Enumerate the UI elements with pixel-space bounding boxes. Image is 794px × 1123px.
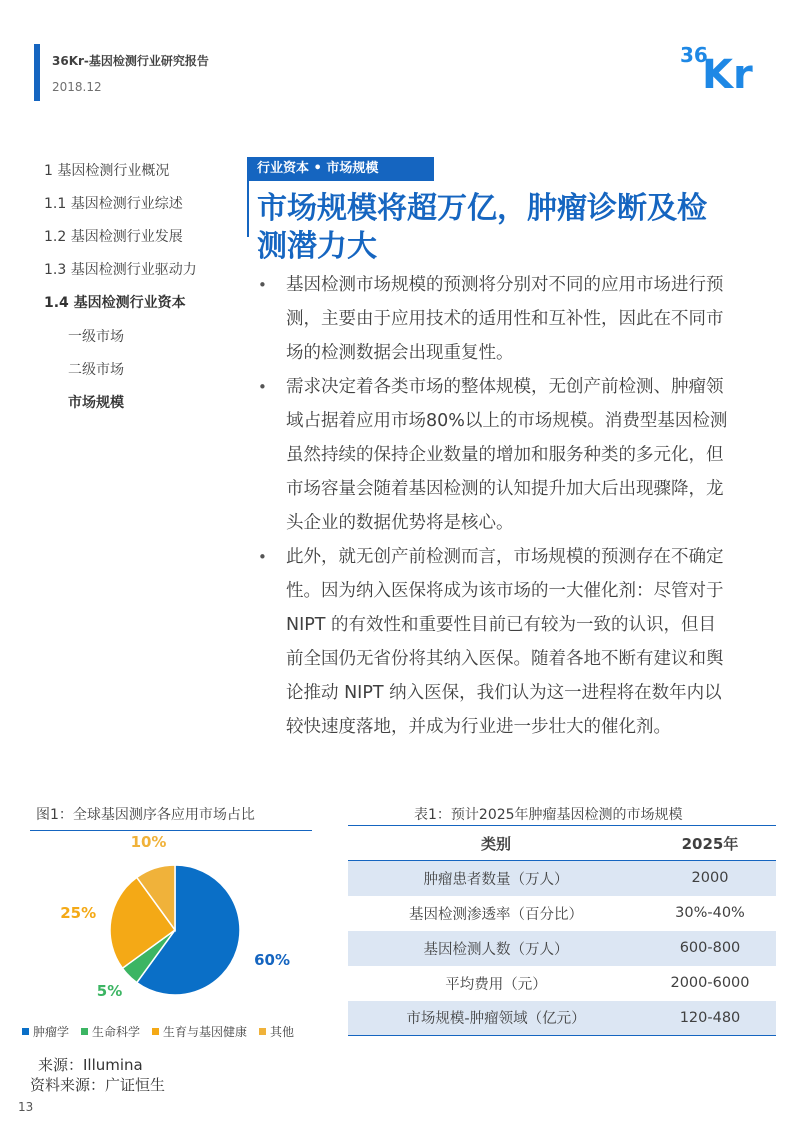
legend-swatch (81, 1028, 88, 1035)
table-row (348, 896, 776, 931)
toc-item[interactable]: 1.3 基因检测行业驱动力 (44, 262, 197, 278)
table-cell-category: 肿瘤患者数量（万人） (423, 871, 569, 888)
toc-item[interactable]: 1.4 基因检测行业资本 (44, 295, 186, 311)
table-cell-category: 基因检测渗透率（百分比） (409, 906, 583, 923)
table-source: 资料来源：广证恒生 (30, 1076, 166, 1094)
header-accent-bar (34, 44, 40, 101)
table-cell-value: 600-800 (679, 940, 741, 956)
section-heading: 市场规模将超万亿，肿瘤诊断及检测潜力大 (257, 191, 707, 264)
page-number: 13 (18, 1100, 34, 1114)
table-title: 表1：预计2025年肿瘤基因检测的市场规模 (414, 807, 683, 823)
legend-item (22, 1023, 69, 1040)
pie-data-label: 25% (60, 904, 97, 923)
bullet-item: • 基因检测市场规模的预测将分别对不同的应用市场进行预测，主要由于应用技术的适用性和互补性，因此在不同市场的检测数据会出现重复性。 (258, 275, 724, 363)
toc-item[interactable]: 1.1 基因检测行业综述 (44, 196, 183, 212)
legend-label: 生育与基因健康 (163, 1025, 248, 1039)
chart-legend (22, 1023, 306, 1040)
bullet-text: 此外，就无创产前检测而言，市场规模的预测存在不确定性。因为纳入医保将成为该市场的一大催化剂：尽管对于 NIPT 的有效性和重要性目前已有较为一致的认识，但目前全国仍无省份将其纳入医保。随着各地不断有建议和舆论推动 NIPT 纳入医保，我们认为这一进程将在数年内以较快速度落地，并成为行业进一步壮大的催化剂。 (286, 547, 724, 737)
bullet-text: 基因检测市场规模的预测将分别对不同的应用市场进行预测，主要由于应用技术的适用性和互补性，因此在不同市场的检测数据会出现重复性。 (286, 275, 724, 363)
legend-item (259, 1023, 294, 1040)
table-cell-category: 平均费用（元） (445, 976, 547, 993)
section-tag: 行业资本 • 市场规模 (249, 157, 434, 181)
legend-item (152, 1023, 247, 1040)
table-header-category: 类别 (480, 834, 511, 853)
pie-data-label: 5% (96, 982, 123, 1001)
bullet-item: • 需求决定着各类市场的整体规模，无创产前检测、肿瘤领域占据着应用市场80%以上的市场规模。消费型基因检测虽然持续的保持企业数量的增加和服务种类的多元化，但市场容量会随着基因检测的认知提升加大后出现骤降，龙头企业的数据优势将是核心。 (258, 377, 728, 533)
report-title: 36Kr-基因检测行业研究报告 (52, 54, 209, 68)
legend-item (81, 1023, 140, 1040)
bullet-text: 需求决定着各类市场的整体规模，无创产前检测、肿瘤领域占据着应用市场80%以上的市场规模。消费型基因检测虽然持续的保持企业数量的增加和服务种类的多元化，但市场容量会随着基因检测的认知提升加大后出现骤降，龙头企业的数据优势将是核心。 (286, 377, 728, 533)
svg-text:36: 36 (680, 43, 708, 67)
figure-title-rule (30, 830, 312, 831)
toc-item[interactable]: 1.2 基因检测行业发展 (44, 229, 183, 245)
legend-label: 肿瘤学 (33, 1025, 70, 1039)
toc-item[interactable]: 市场规模 (68, 395, 124, 411)
table-cell-category: 市场规模-肿瘤领域（亿元） (406, 1011, 586, 1028)
table-cell-value: 2000-6000 (670, 975, 750, 991)
report-date: 2018.12 (52, 80, 102, 94)
pie-data-label: 10% (130, 832, 167, 851)
table-cell-value: 30%-40% (675, 905, 745, 921)
toc-item[interactable]: 1 基因检测行业概况 (44, 163, 170, 179)
toc-item[interactable]: 二级市场 (68, 362, 124, 378)
table-cell-category: 基因检测人数（万人） (423, 941, 569, 958)
table-cell-value: 120-480 (679, 1009, 741, 1026)
table-row (348, 1001, 776, 1036)
bullet-list (256, 268, 728, 744)
legend-label: 其他 (270, 1025, 295, 1039)
legend-swatch (22, 1028, 29, 1035)
36kr-logo (680, 40, 762, 92)
legend-swatch (259, 1028, 266, 1035)
pie-data-label: 60% (254, 950, 290, 969)
table-row (348, 966, 776, 1001)
legend-swatch (152, 1028, 159, 1035)
svg-text:Kr: Kr (702, 52, 753, 92)
legend-label: 生命科学 (92, 1025, 141, 1039)
table-header-row (348, 826, 776, 861)
table-header-year: 2025年 (681, 834, 739, 853)
table-row (348, 931, 776, 966)
market-size-table (348, 825, 776, 1036)
table-cell-value: 2000 (691, 870, 729, 887)
figure-title: 图1：全球基因测序各应用市场占比 (36, 807, 255, 823)
table-row (348, 861, 776, 896)
bullet-item: • 此外，就无创产前检测而言，市场规模的预测存在不确定性。因为纳入医保将成为该市场的一大催化剂：尽管对于 NIPT 的有效性和重要性目前已有较为一致的认识，但目前全国仍无省份将其纳入医保。随着各地不断有建议和舆论推动 NIPT 纳入医保，我们认为这一进程将在数年内以较快速度落地，并成为行业进一步壮大的催化剂。 (258, 547, 724, 737)
toc-item[interactable]: 一级市场 (68, 329, 124, 345)
chart-source: 来源：Illumina (38, 1056, 143, 1074)
